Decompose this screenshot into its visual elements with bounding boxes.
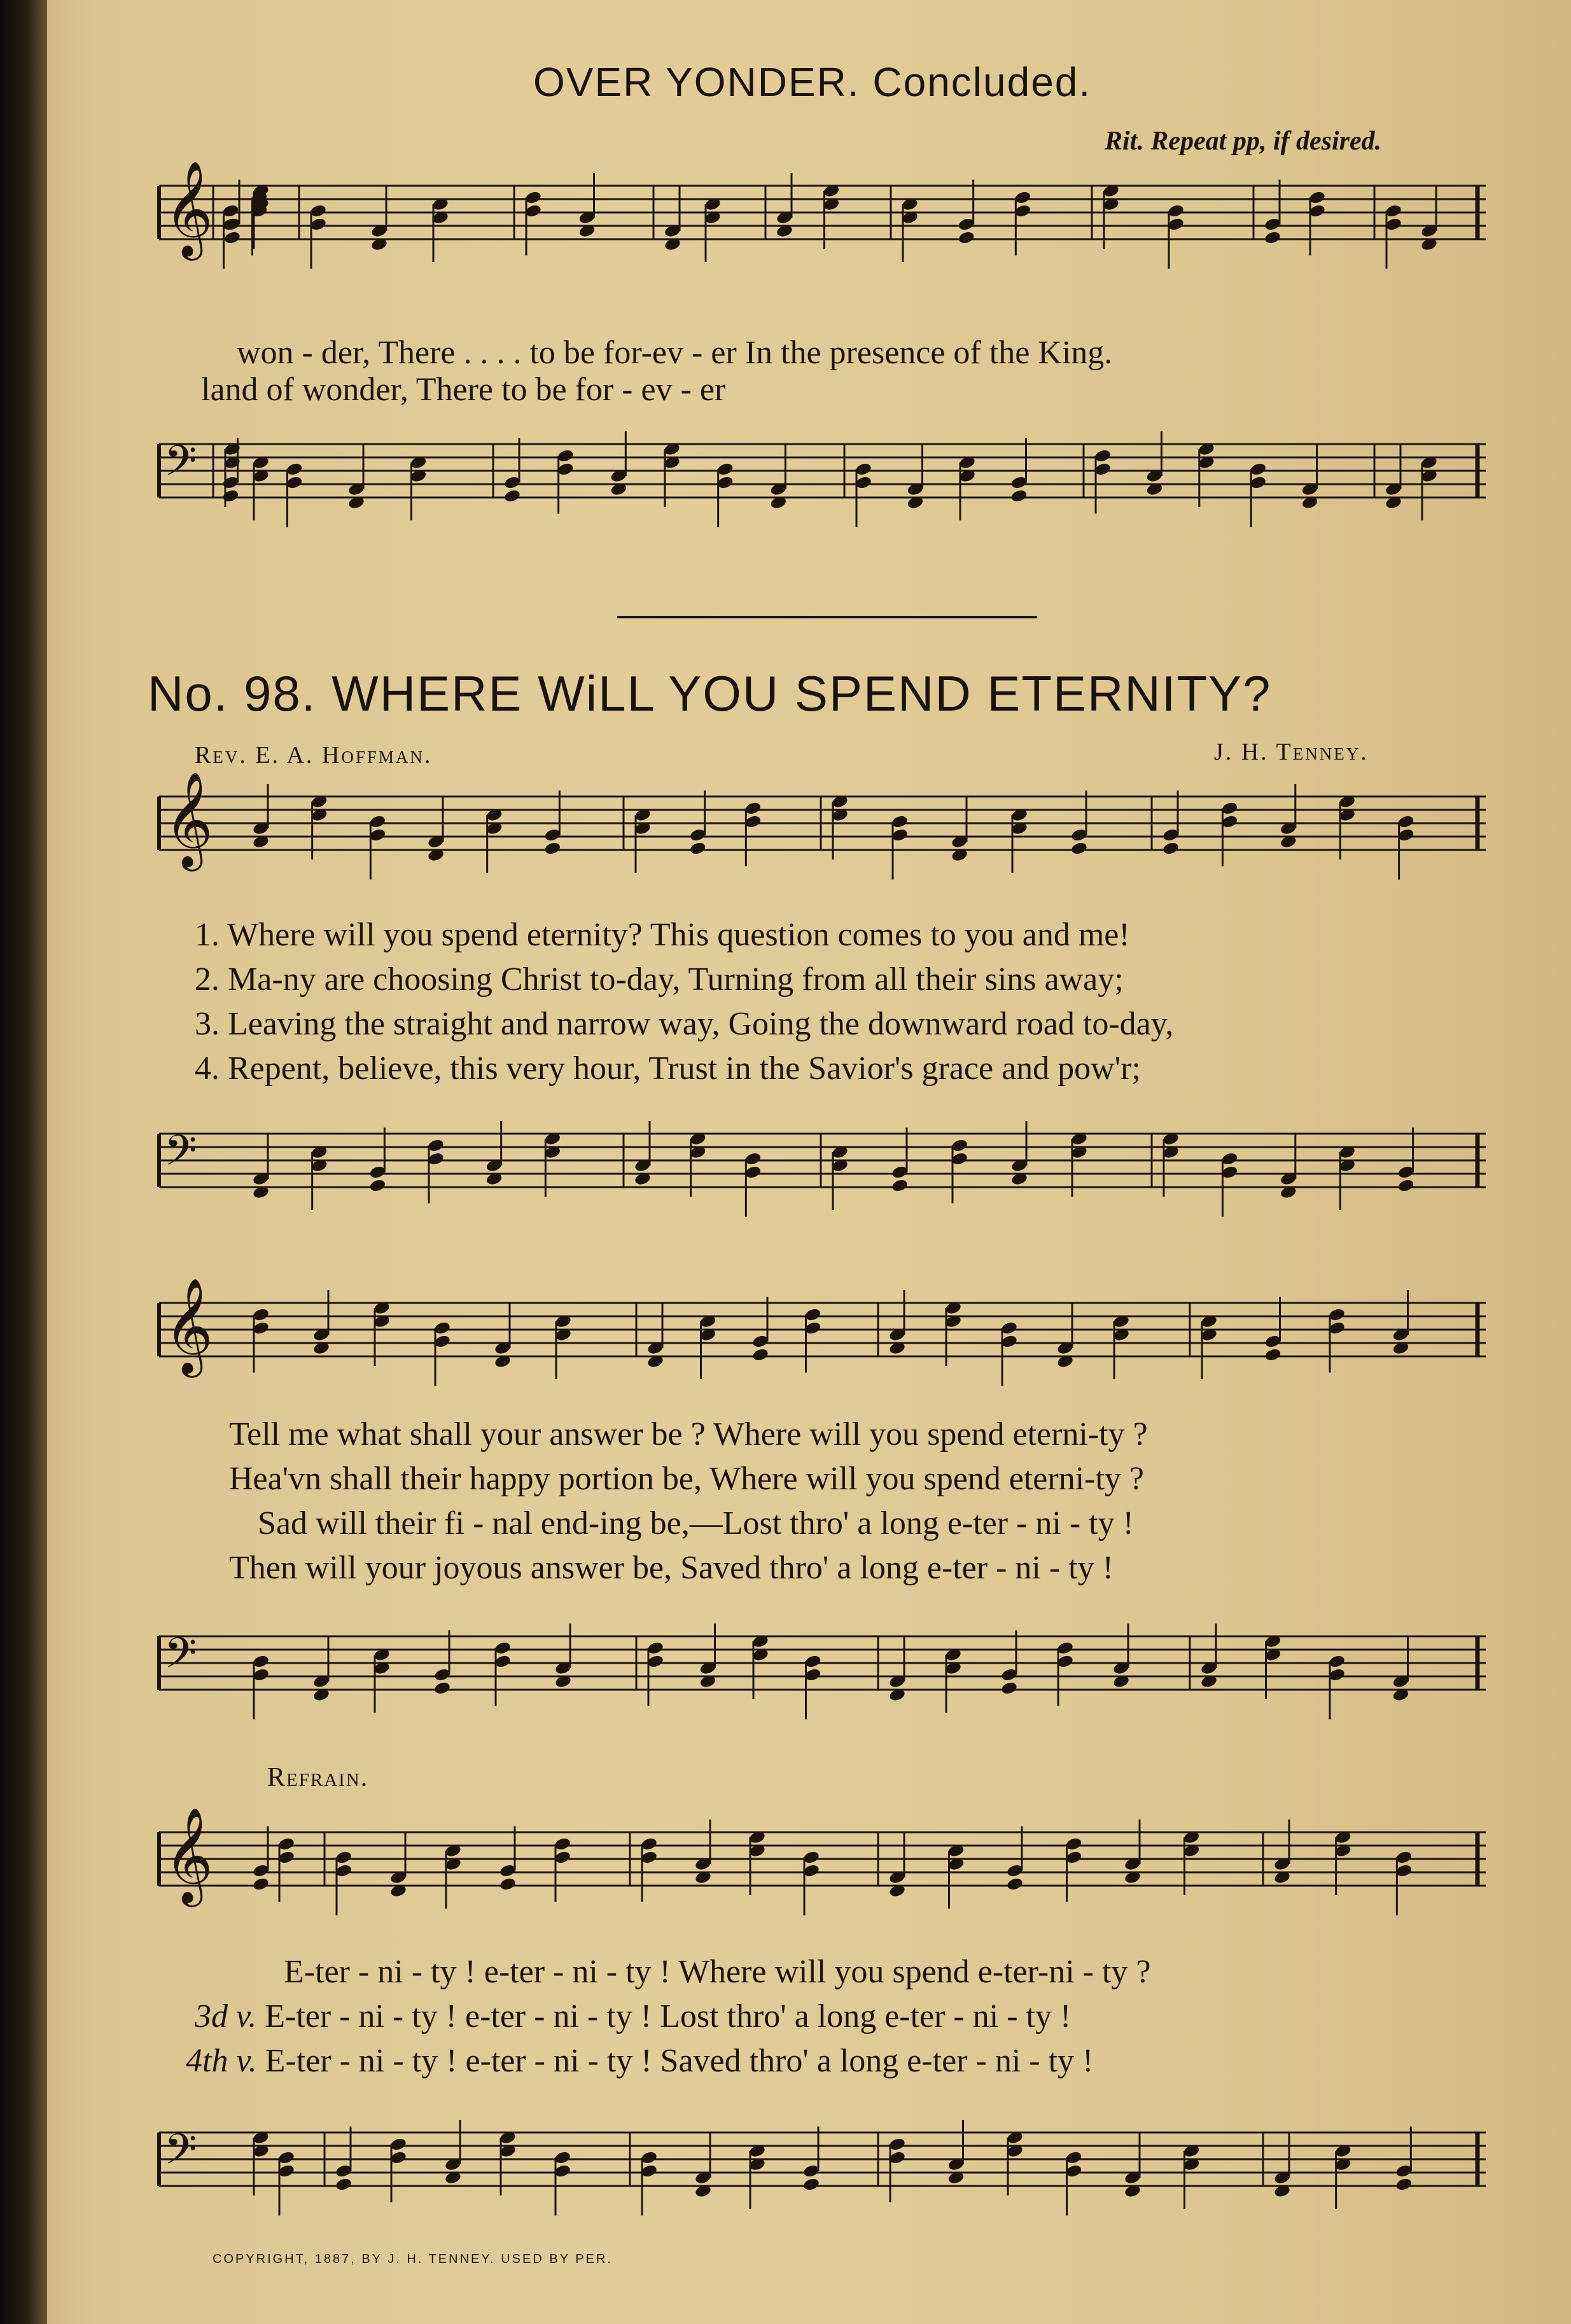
verse-cont-line-3: Sad will their fi - nal end-ing be,—Lost thro' a long e-ter - ni - ty !: [258, 1505, 1134, 1541]
refrain-verse-marker-4: 4th v.: [186, 2043, 257, 2079]
bass-clef-icon: 𝄢: [164, 1629, 197, 1688]
verse-line-2: 2. Ma-ny are choosing Christ to-day, Turning from all their sins away;: [195, 961, 1124, 998]
hymn-name: WHERE WiLL YOU SPEND ETERNITY?: [332, 665, 1272, 721]
noteheads: [252, 2120, 1413, 2216]
copyright-notice: COPYRIGHT, 1887, BY J. H. TENNEY. USED BY PER.: [213, 2252, 613, 2266]
bass-clef-icon: 𝄢: [164, 1126, 197, 1185]
treble-clef-icon: 𝄞: [164, 1806, 213, 1903]
verse-line-4: 4. Repent, believe, this very hour, Trust in the Savior's grace and pow'r;: [195, 1050, 1141, 1087]
hymn-number: No. 98.: [148, 665, 317, 721]
verse-line-1: 1. Where will you spend eternity? This question comes to you and me!: [195, 917, 1130, 953]
performance-note: Rit. Repeat pp, if desired.: [1105, 127, 1382, 156]
lyricist-credit: Rev. E. A. Hoffman.: [195, 742, 433, 769]
refrain-line-2-text: E-ter - ni - ty ! e-ter - ni - ty ! Lost thro' a long e-ter - ni - ty !: [265, 1998, 1072, 2035]
refrain-line-3-text: E-ter - ni - ty ! e-ter - ni - ty ! Saved thro' a long e-ter - ni - ty !: [265, 2043, 1094, 2079]
refrain-line-1: E-ter - ni - ty ! e-ter - ni - ty ! Where will you spend e-ter-ni - ty ?: [284, 1954, 1151, 1990]
over-yonder-lyric-1: won - der, There . . . . to be for-ev - er In the presence of the King.: [237, 335, 1113, 371]
verse-cont-line-4: Then will your joyous answer be, Saved thro' a long e-ter - ni - ty !: [229, 1550, 1114, 1586]
refrain-label: Refrain.: [267, 1763, 369, 1792]
over-yonder-lyric-2: land of wonder, There to be for - ev - er: [201, 372, 726, 408]
treble-clef-icon: 𝄞: [164, 160, 213, 256]
bass-clef-icon: 𝄢: [164, 2125, 197, 2184]
treble-clef-icon: 𝄞: [164, 1277, 213, 1374]
treble-clef-icon: 𝄞: [164, 770, 213, 867]
continuation-title: OVER YONDER. Concluded.: [533, 59, 1092, 105]
bass-clef-icon: 𝄢: [164, 436, 197, 496]
verse-cont-line-1: Tell me what shall your answer be ? Where will you spend eterni-ty ?: [229, 1416, 1148, 1452]
composer-credit: J. H. Tenney.: [1214, 739, 1369, 765]
verse-cont-line-2: Hea'vn shall their happy portion be, Where will you spend eterni-ty ?: [229, 1461, 1144, 1497]
refrain-verse-marker-3: 3d v.: [195, 1998, 257, 2035]
verse-line-3: 3. Leaving the straight and narrow way, Going the downward road to-day,: [195, 1006, 1174, 1042]
